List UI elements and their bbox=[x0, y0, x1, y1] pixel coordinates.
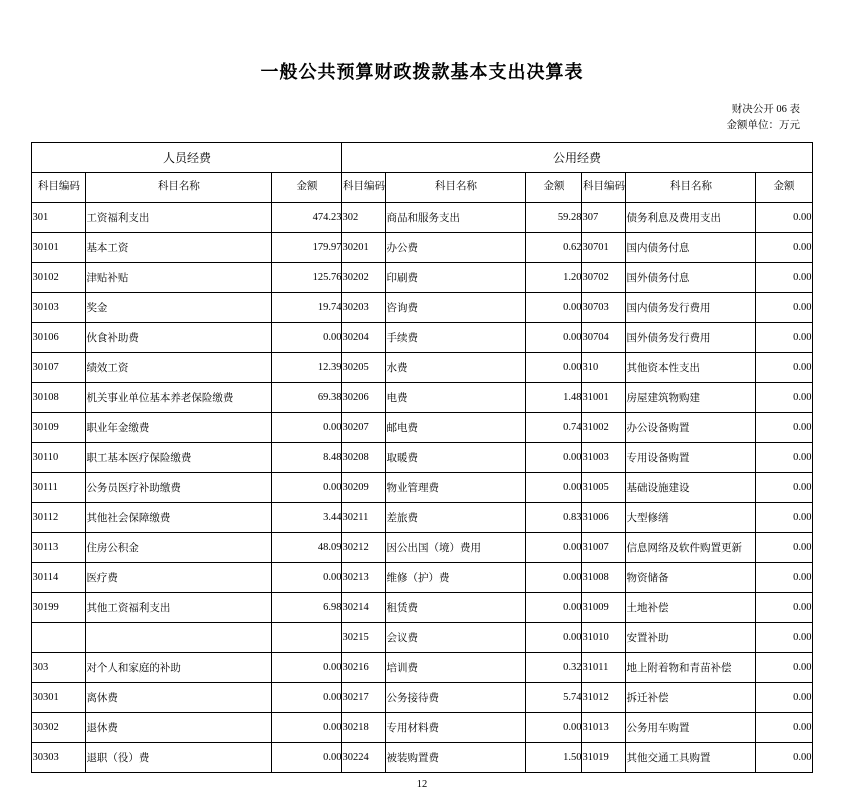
row-amount-public: 0.83 bbox=[526, 502, 582, 532]
col-header-amount-2: 金额 bbox=[526, 172, 582, 202]
row-code-public: 30215 bbox=[342, 622, 386, 652]
row-name-personnel: 公务员医疗补助缴费 bbox=[86, 472, 272, 502]
row-name-capital: 土地补偿 bbox=[626, 592, 756, 622]
row-code-capital: 310 bbox=[582, 352, 626, 382]
row-code-personnel: 30103 bbox=[32, 292, 86, 322]
table-row bbox=[32, 292, 812, 322]
row-code-capital: 31010 bbox=[582, 622, 626, 652]
row-name-public: 办公费 bbox=[386, 232, 526, 262]
row-code-public: 30204 bbox=[342, 322, 386, 352]
table-row bbox=[32, 382, 812, 412]
row-name-public: 被装购置费 bbox=[386, 742, 526, 772]
row-amount-personnel: 3.44 bbox=[272, 502, 342, 532]
table-row bbox=[32, 652, 812, 682]
row-code-capital: 30701 bbox=[582, 232, 626, 262]
col-header-amount-1: 金额 bbox=[272, 172, 342, 202]
row-amount-capital: 0.00 bbox=[756, 652, 812, 682]
row-name-personnel: 奖金 bbox=[86, 292, 272, 322]
row-name-capital: 基础设施建设 bbox=[626, 472, 756, 502]
row-code-capital: 30703 bbox=[582, 292, 626, 322]
row-amount-public: 0.32 bbox=[526, 652, 582, 682]
row-code-personnel bbox=[32, 622, 86, 652]
row-code-public: 302 bbox=[342, 202, 386, 232]
table-row bbox=[32, 262, 812, 292]
row-name-public: 手续费 bbox=[386, 322, 526, 352]
document-meta bbox=[0, 102, 844, 134]
row-name-public: 电费 bbox=[386, 382, 526, 412]
row-amount-capital: 0.00 bbox=[756, 442, 812, 472]
row-name-personnel: 退休费 bbox=[86, 712, 272, 742]
row-amount-personnel: 48.09 bbox=[272, 532, 342, 562]
row-code-personnel: 303 bbox=[32, 652, 86, 682]
row-code-personnel: 30301 bbox=[32, 682, 86, 712]
row-code-personnel: 30109 bbox=[32, 412, 86, 442]
row-amount-personnel: 0.00 bbox=[272, 682, 342, 712]
row-code-public: 30202 bbox=[342, 262, 386, 292]
row-name-public: 取暖费 bbox=[386, 442, 526, 472]
row-amount-personnel: 179.97 bbox=[272, 232, 342, 262]
row-code-capital: 31007 bbox=[582, 532, 626, 562]
row-amount-personnel: 69.38 bbox=[272, 382, 342, 412]
row-name-personnel: 伙食补助费 bbox=[86, 322, 272, 352]
table-row bbox=[32, 562, 812, 592]
row-code-public: 30205 bbox=[342, 352, 386, 382]
row-code-public: 30216 bbox=[342, 652, 386, 682]
row-code-personnel: 30111 bbox=[32, 472, 86, 502]
row-name-capital: 大型修缮 bbox=[626, 502, 756, 532]
row-name-capital: 专用设备购置 bbox=[626, 442, 756, 472]
row-amount-public: 5.74 bbox=[526, 682, 582, 712]
row-name-personnel: 住房公积金 bbox=[86, 532, 272, 562]
row-amount-capital: 0.00 bbox=[756, 682, 812, 712]
row-amount-personnel: 0.00 bbox=[272, 412, 342, 442]
row-amount-capital: 0.00 bbox=[756, 622, 812, 652]
row-name-public: 商品和服务支出 bbox=[386, 202, 526, 232]
row-amount-capital: 0.00 bbox=[756, 532, 812, 562]
row-amount-capital: 0.00 bbox=[756, 472, 812, 502]
row-code-personnel: 30113 bbox=[32, 532, 86, 562]
row-amount-personnel: 12.39 bbox=[272, 352, 342, 382]
row-amount-personnel: 0.00 bbox=[272, 472, 342, 502]
row-name-personnel: 其他工资福利支出 bbox=[86, 592, 272, 622]
row-name-capital: 信息网络及软件购置更新 bbox=[626, 532, 756, 562]
row-code-public: 30206 bbox=[342, 382, 386, 412]
table-row bbox=[32, 352, 812, 382]
row-amount-capital: 0.00 bbox=[756, 352, 812, 382]
col-header-code-1: 科目编码 bbox=[32, 172, 86, 202]
row-code-capital: 307 bbox=[582, 202, 626, 232]
row-amount-public: 59.28 bbox=[526, 202, 582, 232]
row-name-capital: 国外债务发行费用 bbox=[626, 322, 756, 352]
col-header-code-3: 科目编码 bbox=[582, 172, 626, 202]
row-code-personnel: 30302 bbox=[32, 712, 86, 742]
col-header-name-1: 科目名称 bbox=[86, 172, 272, 202]
row-name-capital: 其他交通工具购置 bbox=[626, 742, 756, 772]
table-group-header-row bbox=[32, 142, 812, 172]
row-amount-capital: 0.00 bbox=[756, 232, 812, 262]
table-row bbox=[32, 682, 812, 712]
row-name-personnel: 医疗费 bbox=[86, 562, 272, 592]
row-name-public: 租赁费 bbox=[386, 592, 526, 622]
table-row bbox=[32, 742, 812, 772]
row-code-public: 30209 bbox=[342, 472, 386, 502]
row-amount-capital: 0.00 bbox=[756, 502, 812, 532]
table-row bbox=[32, 592, 812, 622]
row-amount-personnel bbox=[272, 622, 342, 652]
row-amount-public: 0.00 bbox=[526, 712, 582, 742]
row-name-personnel: 对个人和家庭的补助 bbox=[86, 652, 272, 682]
document-page bbox=[0, 58, 844, 790]
row-code-capital: 31003 bbox=[582, 442, 626, 472]
table-row bbox=[32, 712, 812, 742]
group-header-public: 公用经费 bbox=[342, 142, 812, 172]
row-amount-capital: 0.00 bbox=[756, 592, 812, 622]
row-name-capital: 房屋建筑物购建 bbox=[626, 382, 756, 412]
row-amount-public: 0.00 bbox=[526, 532, 582, 562]
row-name-capital: 国内债务付息 bbox=[626, 232, 756, 262]
row-amount-personnel: 8.48 bbox=[272, 442, 342, 472]
row-name-public: 维修（护）费 bbox=[386, 562, 526, 592]
row-amount-public: 0.00 bbox=[526, 322, 582, 352]
row-name-public: 专用材料费 bbox=[386, 712, 526, 742]
table-row bbox=[32, 532, 812, 562]
row-name-public: 差旅费 bbox=[386, 502, 526, 532]
row-code-personnel: 301 bbox=[32, 202, 86, 232]
budget-table bbox=[31, 142, 812, 773]
row-code-public: 30224 bbox=[342, 742, 386, 772]
row-amount-capital: 0.00 bbox=[756, 262, 812, 292]
row-code-capital: 31013 bbox=[582, 712, 626, 742]
table-row bbox=[32, 502, 812, 532]
row-code-personnel: 30108 bbox=[32, 382, 86, 412]
row-amount-capital: 0.00 bbox=[756, 202, 812, 232]
row-amount-public: 1.20 bbox=[526, 262, 582, 292]
row-code-capital: 30704 bbox=[582, 322, 626, 352]
row-name-personnel bbox=[86, 622, 272, 652]
page-number: 12 bbox=[416, 778, 428, 790]
row-name-public: 物业管理费 bbox=[386, 472, 526, 502]
group-header-personnel: 人员经费 bbox=[32, 142, 342, 172]
row-name-personnel: 离休费 bbox=[86, 682, 272, 712]
row-amount-personnel: 0.00 bbox=[272, 652, 342, 682]
row-code-personnel: 30303 bbox=[32, 742, 86, 772]
row-name-personnel: 退职（役）费 bbox=[86, 742, 272, 772]
row-amount-personnel: 19.74 bbox=[272, 292, 342, 322]
row-amount-capital: 0.00 bbox=[756, 382, 812, 412]
row-name-capital: 其他资本性支出 bbox=[626, 352, 756, 382]
table-body bbox=[32, 202, 812, 772]
table-row bbox=[32, 472, 812, 502]
row-name-personnel: 其他社会保障缴费 bbox=[86, 502, 272, 532]
row-code-public: 30208 bbox=[342, 442, 386, 472]
row-code-public: 30218 bbox=[342, 712, 386, 742]
col-header-amount-3: 金额 bbox=[756, 172, 812, 202]
row-code-personnel: 30199 bbox=[32, 592, 86, 622]
row-amount-personnel: 0.00 bbox=[272, 322, 342, 352]
row-code-capital: 31009 bbox=[582, 592, 626, 622]
row-amount-capital: 0.00 bbox=[756, 322, 812, 352]
row-amount-public: 0.00 bbox=[526, 292, 582, 322]
row-name-capital: 公务用车购置 bbox=[626, 712, 756, 742]
row-amount-public: 1.48 bbox=[526, 382, 582, 412]
row-name-public: 邮电费 bbox=[386, 412, 526, 442]
row-name-public: 培训费 bbox=[386, 652, 526, 682]
row-code-capital: 31008 bbox=[582, 562, 626, 592]
row-code-capital: 31002 bbox=[582, 412, 626, 442]
row-name-public: 印刷费 bbox=[386, 262, 526, 292]
row-amount-capital: 0.00 bbox=[756, 292, 812, 322]
row-amount-personnel: 6.98 bbox=[272, 592, 342, 622]
row-amount-public: 0.00 bbox=[526, 562, 582, 592]
row-code-capital: 31001 bbox=[582, 382, 626, 412]
row-name-capital: 安置补助 bbox=[626, 622, 756, 652]
row-code-personnel: 30102 bbox=[32, 262, 86, 292]
row-name-personnel: 职业年金缴费 bbox=[86, 412, 272, 442]
table-row bbox=[32, 412, 812, 442]
table-row bbox=[32, 622, 812, 652]
row-amount-capital: 0.00 bbox=[756, 412, 812, 442]
row-amount-public: 1.50 bbox=[526, 742, 582, 772]
row-code-public: 30203 bbox=[342, 292, 386, 322]
row-name-public: 公务接待费 bbox=[386, 682, 526, 712]
row-name-public: 会议费 bbox=[386, 622, 526, 652]
row-code-capital: 31019 bbox=[582, 742, 626, 772]
row-code-public: 30212 bbox=[342, 532, 386, 562]
table-column-header-row bbox=[32, 172, 812, 202]
row-amount-capital: 0.00 bbox=[756, 742, 812, 772]
row-code-public: 30201 bbox=[342, 232, 386, 262]
row-name-personnel: 绩效工资 bbox=[86, 352, 272, 382]
row-amount-public: 0.74 bbox=[526, 412, 582, 442]
form-number: 财决公开 06 表 bbox=[731, 104, 800, 115]
row-code-capital: 31006 bbox=[582, 502, 626, 532]
row-code-personnel: 30107 bbox=[32, 352, 86, 382]
row-name-public: 因公出国（境）费用 bbox=[386, 532, 526, 562]
row-amount-personnel: 125.76 bbox=[272, 262, 342, 292]
row-amount-public: 0.00 bbox=[526, 352, 582, 382]
col-header-name-2: 科目名称 bbox=[386, 172, 526, 202]
row-name-personnel: 基本工资 bbox=[86, 232, 272, 262]
table-row bbox=[32, 232, 812, 262]
row-name-personnel: 职工基本医疗保险缴费 bbox=[86, 442, 272, 472]
row-code-capital: 31012 bbox=[582, 682, 626, 712]
row-code-capital: 31005 bbox=[582, 472, 626, 502]
row-amount-capital: 0.00 bbox=[756, 562, 812, 592]
row-name-personnel: 机关事业单位基本养老保险缴费 bbox=[86, 382, 272, 412]
col-header-name-3: 科目名称 bbox=[626, 172, 756, 202]
row-code-public: 30217 bbox=[342, 682, 386, 712]
row-amount-personnel: 474.23 bbox=[272, 202, 342, 232]
row-name-public: 咨询费 bbox=[386, 292, 526, 322]
table-row bbox=[32, 442, 812, 472]
row-amount-public: 0.00 bbox=[526, 472, 582, 502]
row-name-capital: 债务利息及费用支出 bbox=[626, 202, 756, 232]
row-code-capital: 31011 bbox=[582, 652, 626, 682]
row-amount-public: 0.62 bbox=[526, 232, 582, 262]
row-name-public: 水费 bbox=[386, 352, 526, 382]
row-code-capital: 30702 bbox=[582, 262, 626, 292]
row-code-personnel: 30106 bbox=[32, 322, 86, 352]
row-code-personnel: 30112 bbox=[32, 502, 86, 532]
row-name-personnel: 工资福利支出 bbox=[86, 202, 272, 232]
row-amount-personnel: 0.00 bbox=[272, 742, 342, 772]
row-code-public: 30211 bbox=[342, 502, 386, 532]
row-code-public: 30214 bbox=[342, 592, 386, 622]
row-amount-capital: 0.00 bbox=[756, 712, 812, 742]
page-title: 一般公共预算财政拨款基本支出决算表 bbox=[260, 62, 584, 82]
row-code-public: 30213 bbox=[342, 562, 386, 592]
row-name-capital: 拆迁补偿 bbox=[626, 682, 756, 712]
table-row bbox=[32, 322, 812, 352]
row-name-capital: 国内债务发行费用 bbox=[626, 292, 756, 322]
row-amount-personnel: 0.00 bbox=[272, 712, 342, 742]
col-header-code-2: 科目编码 bbox=[342, 172, 386, 202]
row-amount-public: 0.00 bbox=[526, 592, 582, 622]
row-name-capital: 国外债务付息 bbox=[626, 262, 756, 292]
unit-note: 金额单位：万元 bbox=[726, 119, 800, 131]
row-name-capital: 地上附着物和青苗补偿 bbox=[626, 652, 756, 682]
table-row bbox=[32, 202, 812, 232]
row-name-capital: 办公设备购置 bbox=[626, 412, 756, 442]
row-name-personnel: 津贴补贴 bbox=[86, 262, 272, 292]
row-amount-personnel: 0.00 bbox=[272, 562, 342, 592]
row-name-capital: 物资储备 bbox=[626, 562, 756, 592]
row-code-public: 30207 bbox=[342, 412, 386, 442]
row-code-personnel: 30101 bbox=[32, 232, 86, 262]
row-amount-public: 0.00 bbox=[526, 622, 582, 652]
row-code-personnel: 30114 bbox=[32, 562, 86, 592]
row-code-personnel: 30110 bbox=[32, 442, 86, 472]
row-amount-public: 0.00 bbox=[526, 442, 582, 472]
